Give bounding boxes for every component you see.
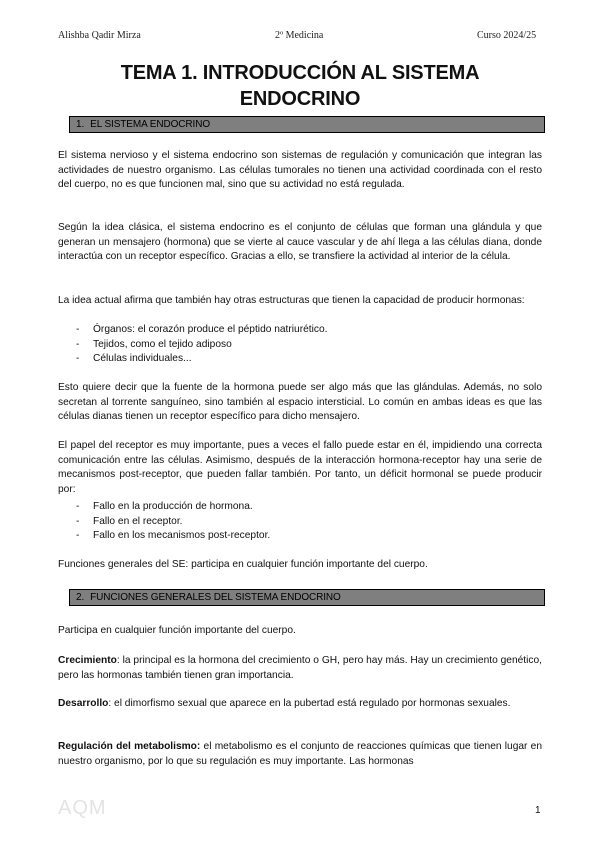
section-label: FUNCIONES GENERALES DEL SISTEMA ENDOCRINO [90, 592, 341, 603]
section-heading-2 [69, 589, 545, 606]
list-item: - Fallo en los mecanismos post-receptor. [76, 529, 270, 544]
dash-bullet: - [76, 501, 80, 512]
section-label: EL SISTEMA ENDOCRINO [90, 119, 211, 130]
dash-bullet: - [76, 324, 80, 335]
paragraph: Según la idea clásica, el sistema endocrino es el conjunto de células que forman una glándula y que generan un mensajero (hormona) que se vierte al cauce vascular y de ahí llega a las células diana, donde interactúa con un receptor específico. Gracias a ello, se transfiere la actividad al interior de la célula. [58, 222, 542, 262]
section-number: 2. [76, 592, 85, 603]
term-label: Regulación del metabolismo: [58, 741, 201, 752]
dash-bullet: - [76, 530, 80, 541]
term-label: Crecimiento [58, 655, 117, 666]
list-item: - Células individuales... [76, 352, 327, 367]
section-heading-1 [69, 116, 545, 133]
list-item: - Fallo en la producción de hormona. [76, 500, 270, 515]
list-item: - Órganos: el corazón produce el péptido natriurético. [76, 323, 327, 338]
author-watermark-logo: AQM [58, 797, 107, 819]
paragraph-metabolism: Regulación del metabolismo: el metabolismo es el conjunto de reacciones químicas que tienen lugar en nuestro organismo, por lo que su regulación es muy importante. Las hormonas [58, 741, 542, 767]
dash-bullet: - [76, 515, 80, 527]
list-item: - Fallo en el receptor. [76, 515, 270, 530]
page-title [58, 60, 542, 112]
term-label: Desarrollo [58, 698, 109, 709]
header-course: 2º Medicina [275, 30, 324, 41]
paragraph: Funciones generales del SE: participa en cualquier función importante del cuerpo. [58, 559, 428, 570]
title-line-2: ENDOCRINO [239, 88, 361, 110]
paragraph: El papel del receptor es muy importante, pues a veces el fallo puede estar en él, impidiendo una correcta comunicación entre las células. Asimismo, después de la interacción hormona-receptor hay una serie de mecanismos post-receptor, que pueden fallar también. Por tanto, un déficit hormonal se puede producir por: [58, 440, 542, 495]
page-number: 1 [535, 805, 541, 816]
title-line-1: TEMA 1. INTRODUCCIÓN AL SISTEMA [120, 62, 480, 84]
dash-bullet: - [76, 353, 80, 364]
paragraph-growth: Crecimiento: la principal es la hormona del crecimiento o GH, pero hay más. Hay un crecimiento genético, pero las hormonas también tienen gran importancia. [58, 655, 542, 681]
list-item: - Tejidos, como el tejido adiposo [76, 338, 327, 353]
header-author: Alishba Qadir Mirza [58, 30, 141, 41]
paragraph-development: Desarrollo: el dimorfismo sexual que aparece en la pubertad está regulado por hormonas sexuales. [58, 698, 511, 709]
header-academic-year: Curso 2024/25 [477, 30, 537, 41]
paragraph: El sistema nervioso y el sistema endocrino son sistemas de regulación y comunicación que integran las actividades de nuestro organismo. Las células tumorales no tienen una actividad coordinada con el resto del cuerpo, no es que funcionen mal, sino que su actividad no está regulada. [58, 150, 542, 190]
paragraph: Esto quiere decir que la fuente de la hormona puede ser algo más que las glándulas. Además, no solo secretan al torrente sanguíneo, sino también al espacio intersticial. Lo común en ambas ideas es que las células dianas tienen un receptor específico para dicho mensajero. [58, 382, 542, 422]
paragraph: Participa en cualquier función importante del cuerpo. [58, 625, 296, 636]
dash-bullet: - [76, 338, 80, 350]
producer-list [76, 323, 327, 367]
section-number: 1. [76, 119, 85, 130]
paragraph: La idea actual afirma que también hay otras estructuras que tienen la capacidad de producir hormonas: [58, 295, 525, 306]
deficit-list [76, 500, 270, 544]
